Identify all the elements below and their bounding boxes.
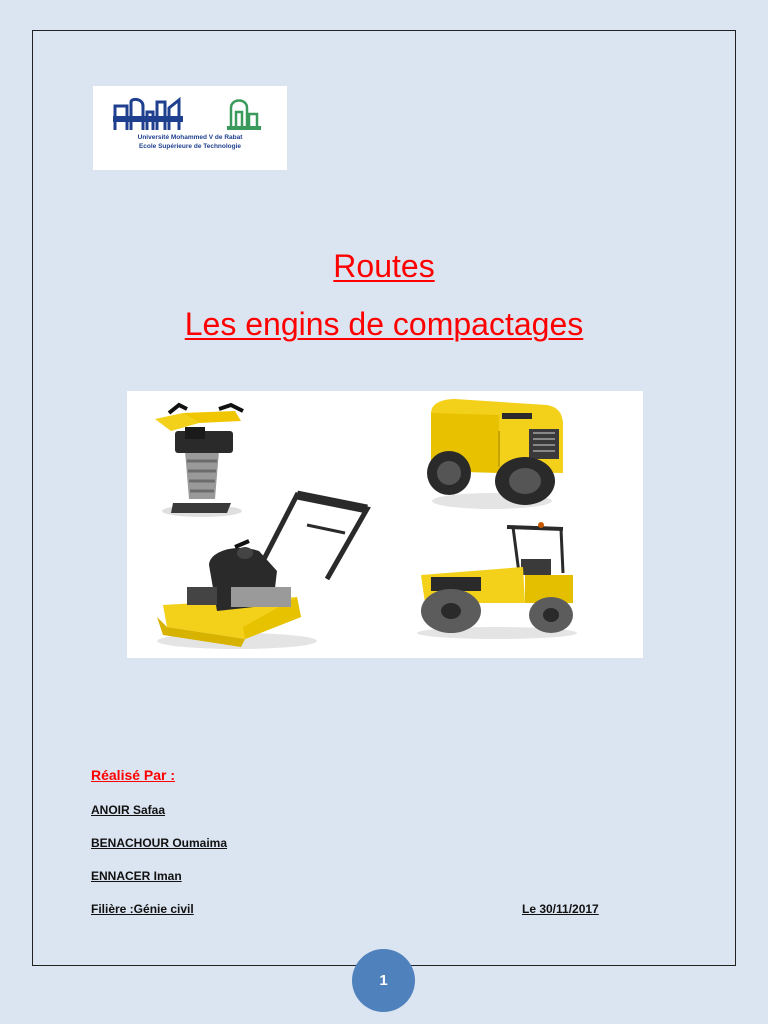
rammer-icon <box>155 405 243 517</box>
plate-compactor-icon <box>157 495 367 649</box>
field-of-study: Filière :Génie civil <box>91 902 194 916</box>
logo-emblem-icon <box>107 96 273 132</box>
author-name: ANOIR Safaa <box>91 803 166 817</box>
author-name: BENACHOUR Oumaima <box>91 836 228 850</box>
tandem-roller-icon <box>427 399 563 509</box>
document-subtitle: Les engins de compactages <box>184 306 584 342</box>
logo-university-name: Université Mohammed V de Rabat <box>137 134 243 141</box>
document-date: Le 30/11/2017 <box>522 902 599 916</box>
page-number-badge: 1 <box>352 949 415 1012</box>
authors-heading: Réalisé Par : <box>91 767 176 783</box>
ride-on-roller-icon <box>417 522 577 639</box>
logo-school-name: Ecole Supérieure de Technologie <box>138 143 242 150</box>
author-name: ENNACER Iman <box>91 869 182 883</box>
document-title: Routes <box>333 248 435 284</box>
university-logo <box>93 86 287 170</box>
compaction-machines-image <box>127 391 643 658</box>
